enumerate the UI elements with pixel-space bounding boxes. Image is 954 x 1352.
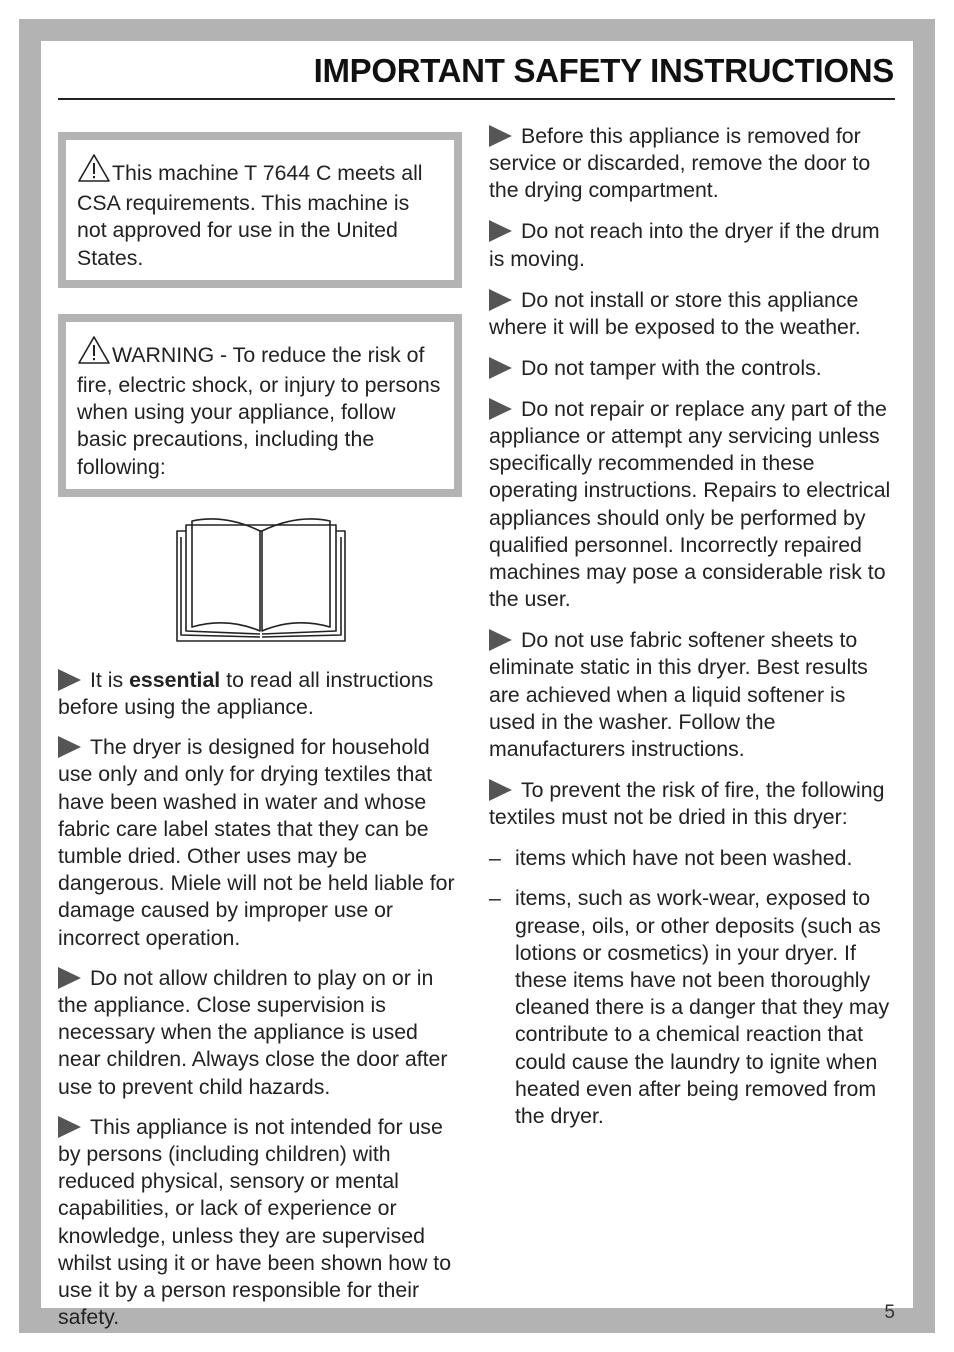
bullet-arrow-icon bbox=[58, 736, 81, 758]
warning-triangle-icon bbox=[77, 153, 111, 190]
bullet-arrow-icon bbox=[489, 220, 512, 242]
repair-paragraph bbox=[489, 396, 896, 614]
paragraph-text: Do not reach into the dryer if the drum is moving. bbox=[489, 219, 880, 271]
book-illustration bbox=[58, 517, 462, 655]
paragraph-text: It is bbox=[90, 667, 130, 692]
paragraph-text: to read all instructions before using the appliance. bbox=[58, 667, 434, 720]
paragraph-text: The dryer is designed for household use only and only for drying textiles that have been washed in water and whose fabric care label states that they can be tumble dried. Other uses may be dangerous. Miele will not be held liable for damage caused by improper use or incorrect operation. bbox=[58, 735, 455, 950]
bullet-arrow-icon bbox=[489, 125, 512, 147]
bullet-arrow-icon bbox=[489, 357, 512, 379]
children-paragraph bbox=[58, 965, 462, 1101]
essential-paragraph bbox=[58, 667, 462, 721]
page-number: 5 bbox=[884, 1302, 895, 1323]
csa-notice-text: This machine T 7644 C meets all CSA requirements. This machine is not approved for use in the United States. bbox=[77, 161, 423, 270]
fire-risk-paragraph bbox=[489, 777, 896, 831]
bullet-arrow-icon bbox=[489, 289, 512, 311]
list-item-text: items which have not been washed. bbox=[515, 846, 853, 871]
page-title: IMPORTANT SAFETY INSTRUCTIONS bbox=[313, 52, 894, 89]
warning-inner bbox=[66, 322, 454, 489]
softener-paragraph bbox=[489, 627, 896, 763]
paragraph-text: Do not use fabric softener sheets to eliminate static in this dryer. Best results are achieved when a liquid softener is used in the washer. Follow the manufacturers instructions. bbox=[489, 628, 868, 762]
csa-notice-box bbox=[58, 132, 462, 288]
household-use-paragraph bbox=[58, 734, 462, 952]
list-item bbox=[489, 885, 896, 1130]
warning-text: WARNING - To reduce the risk of fire, electric shock, or injury to persons when using your appliance, follow basic precautions, including the following: bbox=[77, 342, 441, 479]
right-column bbox=[489, 123, 896, 1143]
left-column bbox=[58, 132, 462, 1345]
paragraph-text: Do not allow children to play on or in the appliance. Close supervision is necessary when the appliance is used near children. Always close the door after use to prevent child hazards. bbox=[58, 965, 448, 1099]
warning-box bbox=[58, 314, 462, 497]
paragraph-text: To prevent the risk of fire, the following textiles must not be dried in this dryer: bbox=[489, 778, 885, 830]
weather-paragraph bbox=[489, 287, 896, 341]
bullet-arrow-icon bbox=[489, 779, 512, 801]
open-book-icon bbox=[175, 517, 347, 647]
list-item bbox=[489, 845, 896, 872]
bullet-arrow-icon bbox=[58, 1116, 81, 1138]
bullet-arrow-icon bbox=[489, 629, 512, 651]
dash-marker: – bbox=[489, 846, 501, 871]
paragraph-text: This appliance is not intended for use by persons (including children) with reduced physical, sensory or mental capabilities, or lack of experience or knowledge, unless they are supervised whilst using it or have been shown how to use it by a person responsible for their safety. bbox=[58, 1114, 452, 1330]
dash-marker: – bbox=[489, 886, 501, 911]
emphasis-essential: essential bbox=[129, 667, 221, 692]
remove-door-paragraph bbox=[489, 123, 896, 205]
title-rule bbox=[58, 98, 895, 100]
controls-paragraph bbox=[489, 355, 896, 382]
warning-triangle-icon bbox=[77, 335, 111, 372]
list-item-text: items, such as work-wear, exposed to grease, oils, or other deposits (such as lotions or cosmetics) in your dryer. If these items have not been thoroughly cleaned there is a danger that they may contribute to a chemical reaction that could cause the laundry to ignite when heated even after being removed from the dryer. bbox=[515, 886, 890, 1129]
bullet-arrow-icon bbox=[489, 398, 512, 420]
paragraph-text: Do not tamper with the controls. bbox=[521, 355, 822, 380]
paragraph-text: Do not install or store this appliance where it will be exposed to the weather. bbox=[489, 287, 861, 339]
reduced-capabilities-paragraph bbox=[58, 1114, 462, 1332]
drum-moving-paragraph bbox=[489, 218, 896, 272]
bullet-arrow-icon bbox=[58, 669, 81, 691]
paragraph-text: Before this appliance is removed for service or discarded, remove the door to the drying compartment. bbox=[489, 124, 871, 203]
paragraph-text: Do not repair or replace any part of the appliance or attempt any servicing unless specifically recommended in these operating instructions. Repairs to electrical appliances should only be performed by qualified personnel. Incorrectly repaired machines may pose a considerable risk to the user. bbox=[489, 396, 891, 612]
csa-notice-inner bbox=[66, 140, 454, 280]
bullet-arrow-icon bbox=[58, 967, 81, 989]
